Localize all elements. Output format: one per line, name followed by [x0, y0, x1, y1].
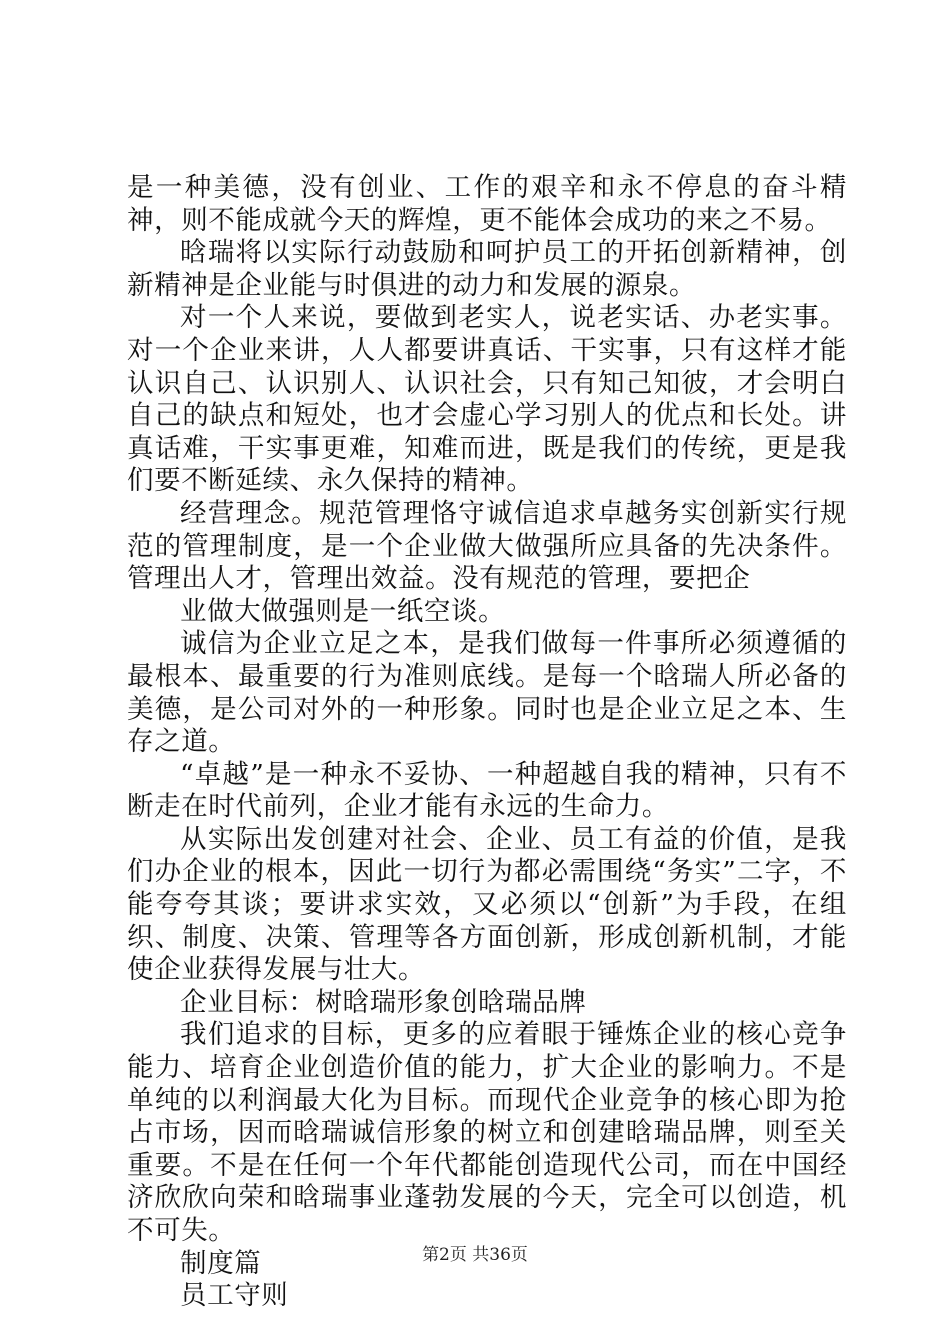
paragraph-pragmatism: 从实际出发创建对社会、企业、员工有益的价值，是我们办企业的根本，因此一切行为都必需围绕“务实”二字，不能夸夸其谈；要讲求实效，又必须以“创新”为手段，在组织、制度、决策、管理等各方面创新，形成创新机制，才能使企业获得发展与壮大。 [127, 823, 847, 986]
paragraph-continuation: 是一种美德，没有创业、工作的艰辛和永不停息的奋斗精神，则不能成就今天的辉煌，更不能体会成功的来之不易。 [127, 172, 847, 236]
paragraph-business-philosophy: 经营理念。规范管理恪守诚信追求卓越务实创新实行规范的管理制度，是一个企业做大做强所应具备的先决条件。管理出人才，管理出效益。没有规范的管理，要把企 [127, 497, 847, 595]
section-heading-rules: 员工守则 [180, 1280, 289, 1312]
document-body [127, 172, 847, 1313]
section-heading-goal: 企业目标：树晗瑞形象创晗瑞品牌 [180, 986, 587, 1018]
paragraph-honesty: 对一个人来说，要做到老实人，说老实话、办老实事。对一个企业来讲，人人都要讲真话、干实事，只有这样才能认识自己、认识别人、认识社会，只有知己知彼，才会明白自己的缺点和短处，也才会虚心学习别人的优点和长处。讲真话难，干实事更难，知难而进，既是我们的传统，更是我们要不断延续、永久保持的精神。 [127, 302, 847, 497]
paragraph-innovation: 晗瑞将以实际行动鼓励和呵护员工的开拓创新精神，创新精神是企业能与时俱进的动力和发展的源泉。 [127, 237, 847, 301]
section-heading-system: 制度篇 [180, 1247, 262, 1279]
paragraph-integrity: 诚信为企业立足之本，是我们做每一件事所必须遵循的最根本、最重要的行为准则底线。是每一个晗瑞人所必备的美德，是公司对外的一种形象。同时也是企业立足之本、生存之道。 [127, 628, 847, 758]
paragraph-goal: 我们追求的目标，更多的应着眼于锤炼企业的核心竞争能力、培育企业创造价值的能力，扩大企业的影响力。不是单纯的以利润最大化为目标。而现代企业竞争的核心即为抢占市场，因而晗瑞诚信形象的树立和创建晗瑞品牌，则至关重要。不是在任何一个年代都能创造现代公司，而在中国经济欣欣向荣和晗瑞事业蓬勃发展的今天，完全可以创造，机不可失。 [127, 1019, 847, 1246]
paragraph-excellence: “卓越”是一种永不妥协、一种超越自我的精神，只有不断走在时代前列，企业才能有永远的生命力。 [127, 758, 847, 823]
page-number-footer: 第2页 共36页 [422, 1245, 528, 1265]
paragraph-business-philosophy-tail: 业做大做强则是一纸空谈。 [180, 595, 506, 627]
